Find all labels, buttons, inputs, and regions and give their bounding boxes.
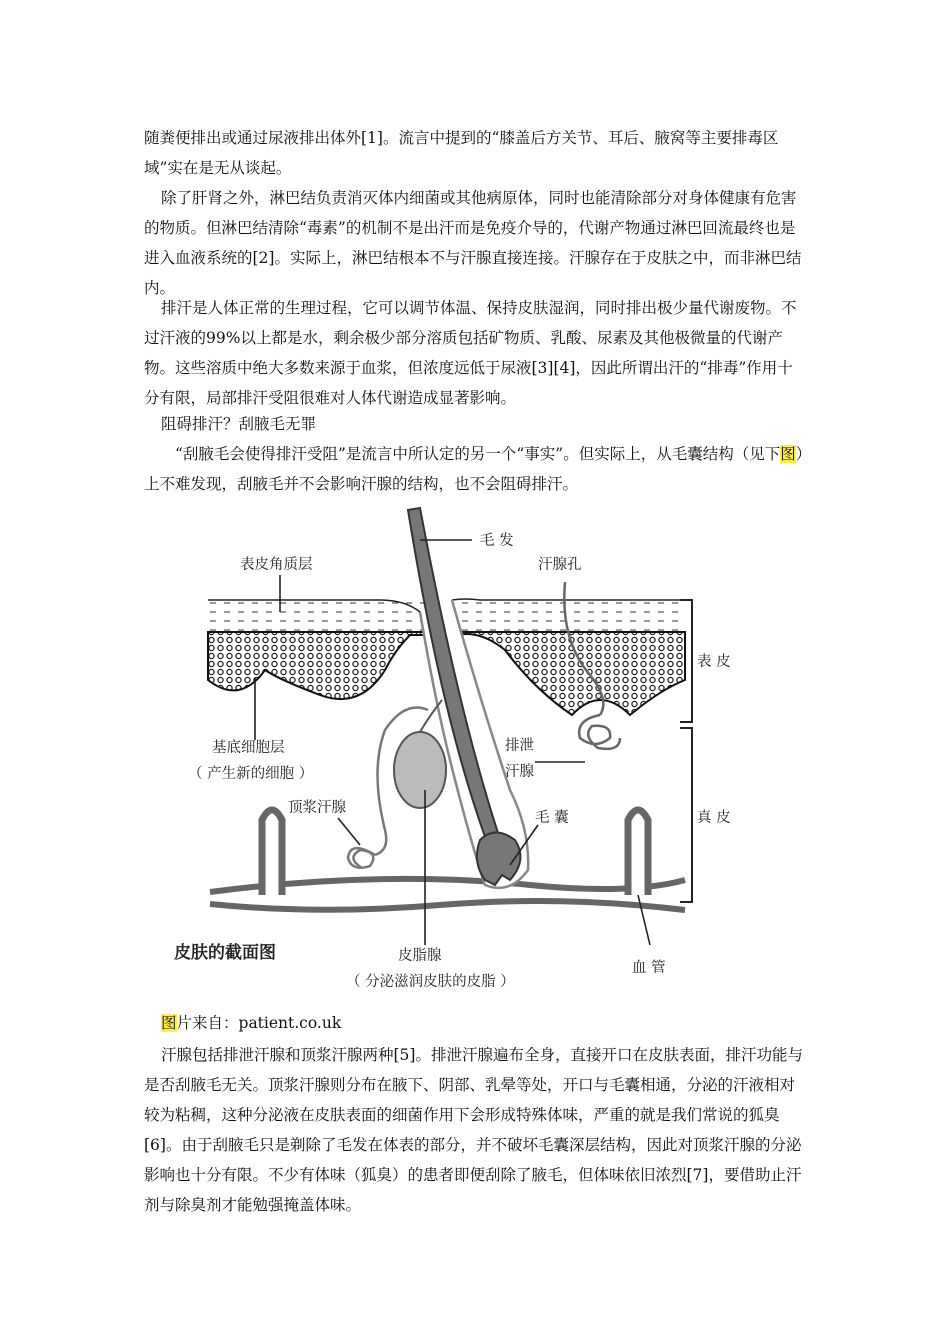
label-eccrine-gland-line2: 汗腺 xyxy=(505,764,534,780)
skin-cross-section-figure xyxy=(174,500,731,1000)
apocrine-gland-coil xyxy=(348,848,375,868)
skin-diagram xyxy=(174,500,731,1000)
caption-source: 片来自：patient.co.uk xyxy=(176,1014,342,1032)
apocrine-leader xyxy=(338,818,360,845)
label-basal-layer: 基底细胞层 xyxy=(212,740,285,756)
label-figure-title: 皮肤的截面图 xyxy=(174,943,276,963)
dermis-bracket xyxy=(680,728,692,902)
label-dermis: 真 皮 xyxy=(697,810,731,826)
sebaceous-gland-shape xyxy=(394,732,446,808)
paragraph-5: 汗腺包括排泄汗腺和顶浆汗腺两种[5]。排泄汗腺遍布全身，直接开口在皮肤表面，排汗功能与是否刮腋毛无关。顶浆汗腺则分布在腋下、阴部、乳晕等处，开口与毛囊相通，分泌的汗液相对较为粘稠，这种分泌液在皮肤表面的细菌作用下会形成特殊体味，严重的就是我们常说的狐臭[6]。由于刮腋毛只是剃除了毛发在体表的部分，并不破坏毛囊深层结构，因此对顶浆汗腺的分泌影响也十分有限。不少有体味（狐臭）的患者即便刮除了腋毛，但体味依旧浓烈[7]，要借助止汗剂与除臭剂才能勉强掩盖体味。 xyxy=(144,1046,803,1214)
label-hair-follicle: 毛 囊 xyxy=(535,810,569,826)
label-sebaceous-note: （ 分泌滋润皮肤的皮脂 ） xyxy=(346,974,515,990)
dermal-papilla-left xyxy=(262,810,282,895)
eccrine-gland-coil xyxy=(579,715,620,749)
paragraph-2: 除了肝肾之外，淋巴结负责消灭体内细菌或其他病原体，同时也能清除部分对身体健康有危害的物质。但淋巴结清除“毒素”的机制不是出汗而是免疫介导的，代谢产物通过淋巴回流最终也是进入血液系统的[2]。实际上，淋巴结根本不与汗腺直接连接。汗腺存在于皮肤之中，而非淋巴结内。 xyxy=(144,189,802,297)
paragraph-4 xyxy=(144,439,806,499)
label-apocrine-gland: 顶浆汗腺 xyxy=(288,800,346,816)
label-hair: 毛 发 xyxy=(480,533,514,549)
label-epidermis: 表 皮 xyxy=(697,654,731,670)
paragraph-3: 排汗是人体正常的生理过程，它可以调节体温、保持皮肤湿润，同时排出极少量代谢废物。不过汗液的99%以上都是水，剩余极少部分溶质包括矿物质、乳酸、尿素及其他极微量的代谢产物。这些溶质中绝大多数来源于血浆，但浓度远低于尿液[3][4]，因此所谓出汗的“排毒”作用十分有限，局部排汗受阻很难对人体代谢造成显著影响。 xyxy=(144,299,797,407)
figure-reference-highlight: 图 xyxy=(780,445,796,463)
label-eccrine-gland-line1: 排泄 xyxy=(505,738,534,754)
figure-caption xyxy=(144,1008,806,1038)
vessel-leader xyxy=(638,895,650,945)
label-sweat-pore: 汗腺孔 xyxy=(538,557,582,573)
paragraph-1: 随粪便排出或通过尿液排出体外[1]。流言中提到的“膝盖后方关节、耳后、腋窝等主要排毒区域”实在是无从谈起。 xyxy=(144,129,779,177)
label-stratum-corneum: 表皮角质层 xyxy=(240,557,313,573)
caption-highlight: 图 xyxy=(161,1014,177,1032)
paragraph-4-text-b: ）上不难发现，刮腋毛并不会影响汗腺的结构，也不会阻碍排汗。 xyxy=(144,445,804,493)
section-heading: 阻碍排汗？刮腋毛无罪 xyxy=(161,415,317,433)
blood-vessel-lower xyxy=(210,901,685,910)
paragraph-4-text-a: “刮腋毛会使得排汗受阻”是流言中所认定的另一个“事实”。但实际上，从毛囊结构（见下 xyxy=(175,445,781,463)
label-sebaceous-gland: 皮脂腺 xyxy=(398,948,442,964)
label-basal-layer-note: （ 产生新的细胞 ） xyxy=(188,766,314,782)
label-blood-vessel: 血 管 xyxy=(632,960,666,976)
dermal-papilla-right xyxy=(628,810,648,895)
